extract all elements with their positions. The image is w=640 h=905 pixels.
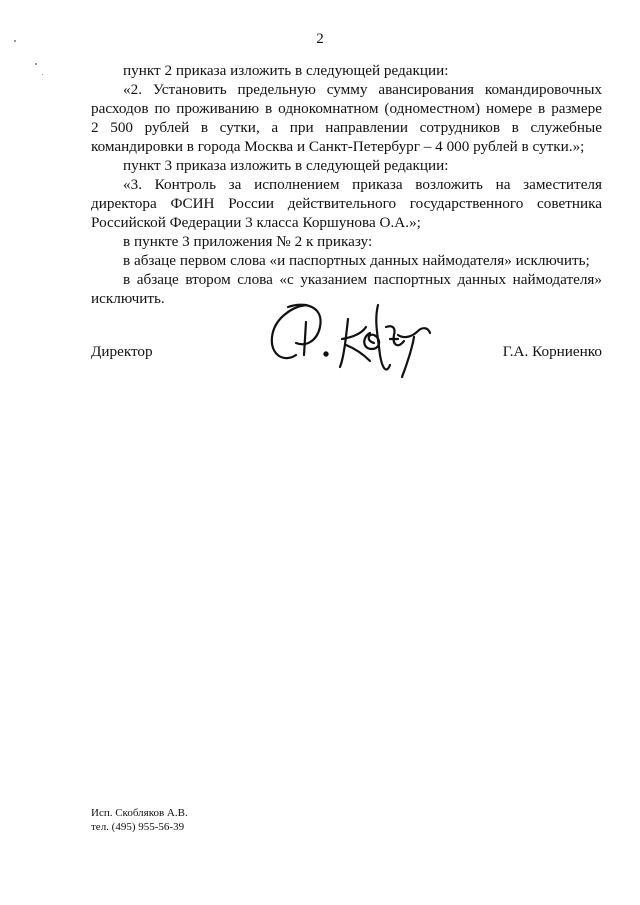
paragraph-line: пункт 3 приказа изложить в следующей редакции:	[123, 157, 449, 174]
executor-phone: тел. (495) 955-56-39	[91, 821, 185, 833]
scan-speck	[14, 40, 16, 42]
paragraph-line: «2. Установить предельную сумму авансирования командировочных	[123, 81, 602, 98]
paragraph-line: Российской Федерации 3 класса Коршунова О.А.»;	[91, 214, 421, 231]
executor-info	[91, 806, 188, 834]
paragraph-line: в абзаце втором слова «с указанием паспортных данных наймодателя»	[123, 271, 602, 288]
scan-speck	[35, 63, 37, 65]
scan-speck	[42, 74, 43, 75]
paragraph-line: расходов по проживанию в однокомнатном (одноместном) номере в размере	[91, 100, 602, 117]
paragraph-line: 2 500 рублей в сутки, а при направлении сотрудников в служебные	[91, 119, 602, 136]
paragraph-line: пункт 2 приказа изложить в следующей редакции:	[123, 62, 449, 79]
paragraph-line: в пункте 3 приложения № 2 к приказу:	[123, 233, 373, 250]
executor-name: Исп. Скобляков А.В.	[91, 807, 188, 819]
paragraph-line: в абзаце первом слова «и паспортных данных наймодателя» исключить;	[123, 252, 590, 269]
signature-block	[91, 297, 602, 387]
handwritten-signature	[266, 297, 441, 387]
paragraph-line: исключить.	[91, 290, 165, 307]
signatory-title: Директор	[91, 343, 153, 360]
paragraph-line: «3. Контроль за исполнением приказа возложить на заместителя	[123, 176, 602, 193]
paragraph-line: директора ФСИН России действительного государственного советника	[91, 195, 602, 212]
page-number: 2	[316, 31, 324, 47]
paragraph-line: командировки в города Москва и Санкт-Петербург – 4 000 рублей в сутки.»;	[91, 138, 585, 155]
signatory-name: Г.А. Корниенко	[502, 343, 602, 360]
